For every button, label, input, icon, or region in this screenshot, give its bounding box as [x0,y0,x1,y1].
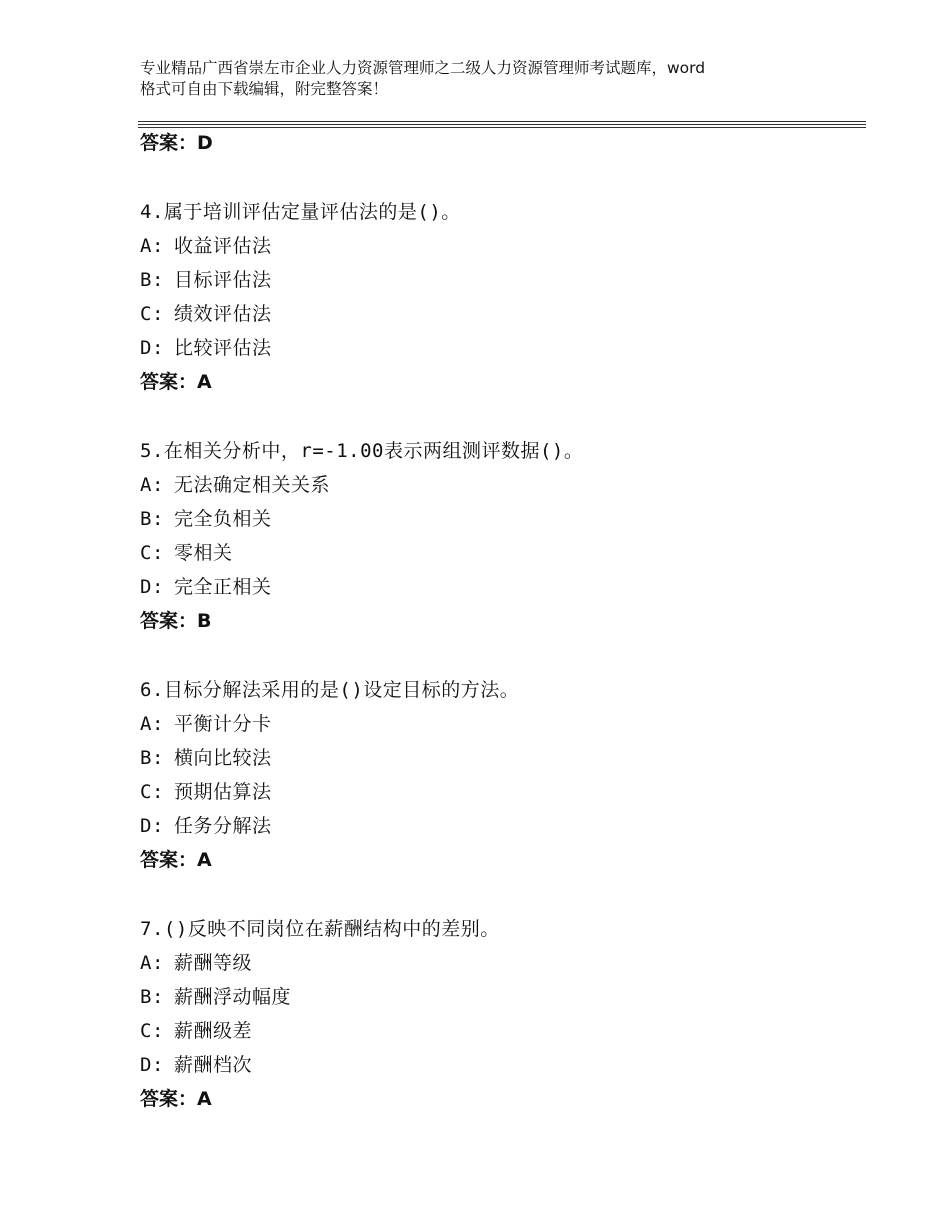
option-text: 零相关 [174,542,233,564]
question-5-option-b [140,507,272,531]
option-letter: B: [140,747,164,769]
question-7-answer: 答案：A [140,1088,212,1110]
option-text: 预期估算法 [174,781,272,803]
question-6-option-a [140,712,272,736]
previous-answer: 答案：D [140,132,213,154]
option-text: 薪酬浮动幅度 [174,986,292,1008]
option-text: 完全正相关 [174,576,272,598]
option-text: 薪酬等级 [174,952,253,974]
option-letter: D: [140,576,164,598]
option-letter: A: [140,474,164,496]
question-5-option-d [140,575,272,599]
question-6-answer: 答案：A [140,849,212,871]
header-divider [138,127,866,128]
question-5-answer: 答案：B [140,610,212,632]
question-4-answer: 答案：A [140,371,212,393]
option-text: 完全负相关 [174,508,272,530]
option-letter: C: [140,542,164,564]
question-7-option-d [140,1053,252,1077]
option-text: 平衡计分卡 [174,713,272,735]
option-letter: B: [140,269,164,291]
question-5-option-c [140,541,233,565]
question-7-option-a [140,951,252,975]
option-letter: A: [140,235,164,257]
option-letter: D: [140,337,164,359]
question-6-text: 6.目标分解法采用的是()设定目标的方法。 [140,679,520,701]
option-letter: C: [140,303,164,325]
question-7-text: 7.()反映不同岗位在薪酬结构中的差别。 [140,918,500,940]
question-7-option-b [140,985,291,1009]
option-text: 薪酬级差 [174,1020,253,1042]
question-4-text: 4.属于培训评估定量评估法的是()。 [140,201,461,223]
question-4-option-b [140,268,272,292]
option-text: 无法确定相关关系 [174,474,331,496]
option-text: 横向比较法 [174,747,272,769]
option-text: 任务分解法 [174,815,272,837]
question-4-option-c [140,302,272,326]
option-letter: D: [140,815,164,837]
header-line-2: 格式可自由下载编辑，附完整答案！ [140,80,389,98]
option-letter: B: [140,986,164,1008]
option-letter: A: [140,713,164,735]
question-6-option-b [140,746,272,770]
option-letter: A: [140,952,164,974]
header-divider [138,124,866,125]
option-letter: C: [140,781,164,803]
option-text: 薪酬档次 [174,1054,253,1076]
question-6-option-c [140,780,272,804]
option-letter: C: [140,1020,164,1042]
option-text: 收益评估法 [174,235,272,257]
question-4-option-d [140,336,272,360]
question-7-option-c [140,1019,252,1043]
header-divider [138,121,866,122]
header-line-1: 专业精品广西省崇左市企业人力资源管理师之二级人力资源管理师考试题库，word [140,59,706,77]
option-letter: D: [140,1054,164,1076]
question-5-option-a [140,473,330,497]
question-5-text: 5.在相关分析中，r=-1.00表示两组测评数据()。 [140,440,584,462]
option-text: 绩效评估法 [174,303,272,325]
document-header [140,58,840,100]
option-text: 目标评估法 [174,269,272,291]
option-text: 比较评估法 [174,337,272,359]
question-6-option-d [140,814,272,838]
question-4-option-a [140,234,272,258]
option-letter: B: [140,508,164,530]
